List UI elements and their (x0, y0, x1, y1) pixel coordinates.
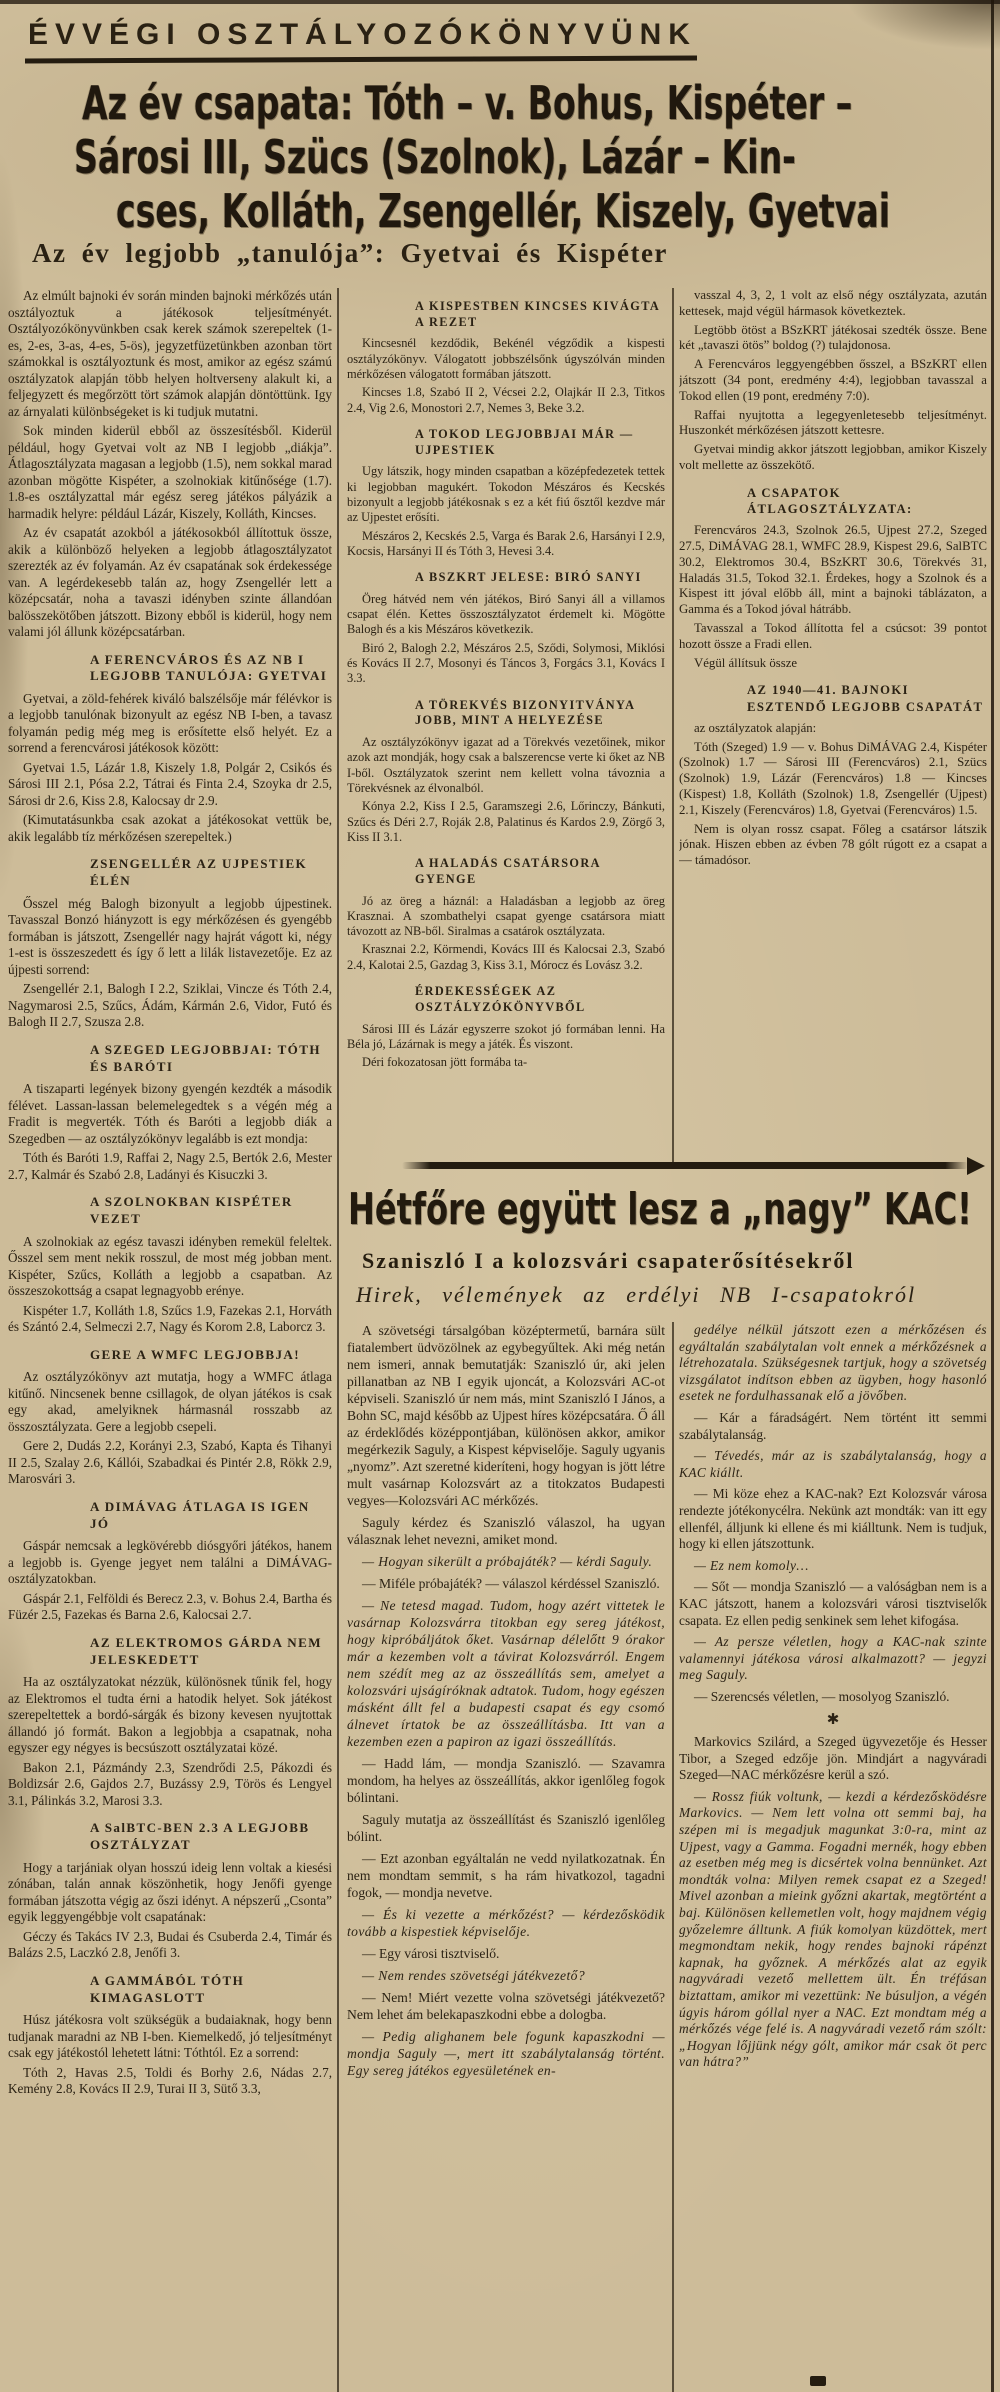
ratings-line: Gáspár 2.1, Felföldi és Berecz 2.3, v. Bohus 2.4, Bartha és Füzér 2.5, Fazekas és Barna 2.6, Kalocsai 2.7. (8, 1590, 332, 1623)
masthead-title: ÉVVÉGI OSZTÁLYOZÓKÖNYVÜNK (28, 18, 697, 51)
section-heading: A DIMÁVAG ÁTLAGA IS IGEN JÓ (90, 1498, 310, 1531)
section-heading: ZSENGELLÉR AZ UJPESTIEK ÉLÉN (90, 856, 308, 889)
ratings-line: Mészáros 2, Kecskés 2.5, Varga és Barak 2.6, Harsányi I 2.9, Kocsis, Harsányi II és Tóth 3, Hevesi 3.4. (347, 528, 665, 558)
section-heading: A SalBTC-BEN 2.3 A LEGJOBB OSZTÁLYZAT (90, 1820, 310, 1853)
section-heading: A SZOLNOKBAN KISPÉTER VEZET (90, 1194, 293, 1227)
section-heading: A TÖREKVÉS BIZONYITVÁNYA JOBB, MINT A HELYEZÉSE (415, 697, 635, 728)
paragraph: Déri fokozatosan jött formába ta- (362, 1055, 528, 1070)
section-heading: A GAMMÁBÓL TÓTH KIMAGASLOTT (90, 1972, 245, 2005)
dialogue-line: — Pedig alighanem bele fogunk kapaszkodni — mondja Saguly —, mert itt szabálytalanság történt. Egy sereg játékos egyesületének en- (347, 2029, 665, 2078)
paragraph: Sok minden kiderül ebből az összesítésből. Kiderül például, hogy Gyetvai volt az NB I legjobb „diákja”. Átlagosztályzata magasan a legjobb (1.5), nem sokkal marad azonban mögötte Kispéter, a szolnokiak kitűnősége (1.7). 1.8-es osztályzattal már egész sereg játékos pályázik a harmadik helyre: például Lázár, Kiszely, Kolláth, Kincses. (8, 423, 332, 521)
paragraph: Legtöbb ötöst a BSzKRT játékosai szedték össze. Bene két „tavaszi ötös” boldog (?) tulajdonosa. (679, 322, 987, 353)
paragraph: Tavasszal a Tokod állította fel a csúcsot: 39 pontot hozott össze a Fradi ellen. (679, 620, 987, 651)
paragraph: Nem is olyan rossz csapat. Főleg a csatársor látszik jónak. Hiszen ebben az évben 78 gólt rúgott ez a csapat a — támadósor. (679, 821, 987, 868)
paragraph: — Nem! Miért vezette volna szövetségi játékvezető? Nem lehet ám belekapaszkodni ebbe a dologba. (347, 1990, 665, 2022)
ratings-line: Tóth 2, Havas 2.5, Toldi és Borhy 2.6, Nádas 2.7, Kemény 2.8, Kovács II 2.9, Turai II 3, Sütő 3.3, (8, 2064, 332, 2097)
ratings-line: Ferencváros 24.3, Szolnok 26.5, Ujpest 27.2, Szeged 27.5, DiMÁVAG 28.1, WMFC 28.9, Kispest 29.6, SalBTC 30.2, Elektromos 30.4, BSzKRT 30.6, Törekvés 31, Haladás 31.5, Tokod 32.1. Érdekes, hogy a Szolnok és a Kispest itt jóval előbb áll, mint a bajnoki táblázaton, a Gamma és a Tokod jóval hátrább. (679, 523, 987, 617)
dialogue-line: — Ne tetesd magad. Tudom, hogy azért vittetek le vasárnap Kolozsvárra titokban egy sereg játékost, hogy kipróbáljátok őket. Vasárnap délelőtt 9 órakor már a kezemben volt a távirat Kolozsvárról. Engem nem szédít meg az az összeállítás sem, amelyet a kolozsvári ujságíróknak adtatok. Tudom, hogy egészen másként állt fel a budapesti csapat és egy csomó álnevet írtatok be az összeállításba. Itt van a kezemben ezen a papiron az igazi összeállítás. (347, 1598, 665, 1749)
paragraph: Gyetvai mindig akkor játszott legjobban, amikor Kiszely volt mellette az összekötő. (679, 442, 987, 472)
paragraph: — Mi köze ehez a KAC-nak? Ezt Kolozsvár városa rendezte jótékonycélra. Nekünk azt mondták: van itt egy ellenfél, álljunk ki ellene és mi kiálltunk. Nem is tudjuk, hogy ki ellen játszottunk. (679, 1486, 987, 1552)
masthead-underline (25, 56, 697, 64)
paragraph: — Hadd lám, — mondja Szaniszló. — Szavamra mondom, ha helyes az összeállítás, akkor igenlőleg fogok bólintani. (347, 1756, 665, 1805)
ratings-line: Tóth (Szeged) 1.9 — v. Bohus DiMÁVAG 2.4, Kispéter (Szolnok) 1.7 — Sárosi III (Ferencváros) 2.1, Szücs (Szolnok) 1.9, Lázár (Ferencváros) 1.8 — Kincses (Kispest) 1.8, Kolláth (Szolnok) 1.8, Zsengellér (Ujpest) 2.1, Kiszely (Ferencváros) 1.8, Gyetvai (Ferencváros) 1.5. (679, 739, 987, 817)
section-divider-arrow (402, 1162, 968, 1169)
paragraph: Sárosi III és Lázár egyszerre szokot jó formában lenni. Ha Béla jó, Lázárnak is megy a játék. És viszont. (347, 1021, 665, 1051)
section-heading: A CSAPATOK ÁTLAGOSZTÁLYZATA: (747, 485, 913, 516)
paragraph: Gyetvai, a zöld-fehérek kiváló balszélsője már félévkor is a legjobb tanulónak bizonyult az egész NB I-ben, a tavasz folyamán pedig még meg is erősítette első helyét. Ez a sorrend a ferencvárosi játékosok között: (8, 690, 332, 756)
paragraph: — Miféle próbajáték? — válaszol kérdéssel Szaniszló. (362, 1576, 660, 1591)
ratings-line: Tóth és Baróti 1.9, Raffai 2, Nagy 2.5, Bertók 2.6, Mester 2.7, Kalmár és Szabó 2.8, Ladányi és Kisuczki 3. (8, 1150, 332, 1182)
ratings-line: Bakon 2.1, Pázmándy 2.3, Szendrődi 2.5, Pákozdi és Boldizsár 2.6, Gajdos 2.7, Buzássy 2.9, Törös és Lengyel 3.1, Pálinkás 3.2, Marosi 3.3. (8, 1759, 332, 1808)
paragraph: Ugy látszik, hogy minden csapatban a középfedezetek tettek ki legjobban magukért. Tokodon Mészáros és Kecskés bizonyult a legjobb játékosnak s ez a két fiú ősztől kezdve már az Ujpestet erősíti. (347, 464, 665, 525)
paragraph: Gáspár nemcsak a legkövérebb diósgyőri játékos, hanem a legjobb is. Gyenge jegyet nem találni a DiMÁVAG-osztályzatokban. (8, 1538, 332, 1587)
dialogue-line: — Rossz fiúk voltunk, — kezdi a kérdezősködésre Markovics. — Nem lett volna ott semmi baj, ha szépen mi is megadjuk magunkat 3:0-ra, mint az Ujpest, vagy a Gamma. Fogadni mernék, hogy ebben az esetben még meg is dicsértek volna bennünket. Azt mondták volna: Milyen remek csapat ez a Szeged! Mivel azonban a mieink győzni akartak, megtörtént a baj. Különösen kellemetlen volt, hogy majdnem végig győzelemre álltunk. A fiúk komolyan küzdöttek, mert megmondtam nekik, hogy rendes bajnoki rápénzt kapnak, ha győznek. A mérkőzés alat az egyik nagyváradi vezető mellettem ült. Én tréfásan biztattam, amikor mi vezettünk: Ne búsuljon, a végén úgyis három góllal nyer a NAC. Ezt mondtam még a mérkőzés vége felé is. A nagyváradi vezető rám szólt: „Hogyan lőjjünk négy gólt, amikor már csak öt perc van hátra?” (679, 1788, 987, 2070)
subheadline: Az év legjobb „tanulója”: Gyetvai és Kispéter (32, 238, 668, 268)
dialogue-line: gedélye nélkül játszott ezen a mérkőzésen és egyáltalán szabálytalan volt ennek a mérkőzésnek a létrehozatala. Szükségesnek tartjuk, hogy a szövetség vizsgálatot indítson ebben az ügyben, hogy hasonló esetek ne fordulhassanak elő a jövőben. (679, 1322, 987, 1404)
paragraph: Markovics Szilárd, a Szeged ügyvezetője és Hesser Tibor, a Szeged edzője jön. Mindjárt a nagyváradi Szeged—NAC mérkőzésre kerül a szó. (679, 1734, 987, 1783)
dialogue-line: — Hogyan sikerült a próbajáték? — kérdi Saguly. (362, 1554, 653, 1569)
paragraph: Saguly kérdez és Szaniszló válaszol, ha ugyan válasznak lehet nevezni, amiket mond. (347, 1515, 665, 1547)
ratings-line: Kónya 2.2, Kiss I 2.5, Garamszegi 2.6, Lőrinczy, Bánkuti, Szűcs és Déri 2.7, Roják 2.8, Palatinus és Kardos 2.9, Zörgő 3, Kiss II 3.1. (347, 799, 665, 844)
section-heading: ÉRDEKESSÉGEK AZ OSZTÁLYZÓKÖNYVBŐL (415, 984, 586, 1014)
article1-column-2 (347, 288, 665, 1160)
ratings-line: Zsengellér 2.1, Balogh I 2.2, Sziklai, Vincze és Tóth 2.4, Nagymarosi 2.5, Szűcs, Ádám, Kármán 2.6, Vidor, Futó és Balogh II 2.7, Szusza 2.8. (8, 981, 332, 1030)
ratings-line: Kincses 1.8, Szabó II 2, Vécsei 2.2, Olajkár II 2.3, Titkos 2.4, Vig 2.6, Monostori 2.7, Nemes 3, Beke 3.2. (347, 385, 665, 415)
paragraph: — Sőt — mondja Szaniszló — a valóságban nem is a KAC játszott, hanem a kolozsvári városi tisztviselők csapata. Ez ellen pedig senkinek sem lehet kifogása. (679, 1579, 987, 1628)
section-heading: A TOKOD LEGJOBBJAI MÁR — UJPESTIEK (415, 426, 634, 457)
main-headline-line-3: cses, Kolláth, Zsengellér, Kiszely, Gyetvai (116, 184, 891, 238)
dialogue-line: — Ez nem komoly… (694, 1557, 809, 1573)
main-headline-line-2: Sárosi III, Szücs (Szolnok), Lázár – Kin- (74, 130, 796, 184)
article2-column-2 (679, 1322, 987, 2388)
dialogue-line: — Tévedés, már az is szabálytalanság, hogy a KAC kiállt. (679, 1448, 987, 1480)
paragraph: Raffai nyujtotta a legegyenletesebb teljesítményt. Huszonkét mérkőzésen játszott kettesre. (679, 407, 987, 438)
paragraph: Hogy a tarjániak olyan hosszú ideig lenn voltak a kiesési zónában, talán annak köszönhetik, hogy Jenőfi gyenge formában játszotta végig az őszi idényt. A népszerű „Csonta” egyik leggyengébbje volt csapatának: (8, 1859, 332, 1925)
paragraph: Ősszel még Balogh bizonyult a legjobb újpestinek. Tavasszal Bonzó hiányzott is egy mérkőzésen és gyengébb formában is játszott, Zsengellér nagy hajrát vágott ki, négy 1-est is összeszedett és így ő lett a lilák listavezetője. Ez az újpesti sorrend: (8, 895, 332, 977)
ratings-line: Gyetvai 1.5, Lázár 1.8, Kiszely 1.8, Polgár 2, Csikós és Sárosi III 2.1, Pósa 2.2, Tátrai és Finta 2.4, Szoyka dr 2.5, Sárosi dr 2.6, Kiss 2.8, Kalocsay dr 2.9. (8, 759, 332, 808)
dialogue-line: — Az persze véletlen, hogy a KAC-nak szinte valamennyi játékosa városi alkalmazott? — jegyzi meg Saguly. (679, 1634, 987, 1683)
article2-column-1 (347, 1322, 665, 2388)
paragraph: Az osztályzókönyv igazat ad a Törekvés vezetőinek, mikor azok azt mondják, hogy csak a balszerencse verte ki őket az NB I-ből. Osztályzatok szerint nem kellett volna távoznia a Törekvésnek az élvonalból. (347, 735, 665, 795)
section-heading: AZ ELEKTROMOS GÁRDA NEM JELESKEDETT (90, 1634, 322, 1667)
column-rule-right-bottom (672, 1322, 674, 2392)
paragraph: — Egy városi tisztviselő. (362, 1946, 500, 1961)
kac-subtitle: Szaniszló I a kolozsvári csapaterősítésekről (362, 1248, 855, 1273)
column-rule-right-top (672, 288, 674, 1162)
main-headline-line-1: Az év csapata: Tóth – v. Bohus, Kispéter – (82, 76, 853, 130)
ratings-line: Gere 2, Dudás 2.2, Korányi 2.3, Szabó, Kapta és Tihanyi II 2.5, Szalay 2.6, Kállói, Szabadkai és Pintér 2.8, Rökk 2.9, Marosvári 3. (8, 1438, 332, 1487)
section-heading: A BSZKRT JELESE: BIRÓ SANYI (415, 570, 642, 585)
paragraph: (Kimutatásunkba csak azokat a játékosokat vettük be, akik legalább tíz mérkőzésen szerepeltek.) (8, 812, 332, 844)
paragraph: Az év csapatát azokból a játékosokból állítottuk össze, akik a különböző helyeken a legjobb átlagosztályzatot szerezték az év folyamán. Az év csapatának sok érdekessége van. A legérdekesebb talán az, hogy Zsengellér lett a középcsatár, noha a tavaszi idényben szinte állandóan balösszekötőben játszott. Bizony ebből is kiderül, hogy nem valami jól állunk középcsatárban. (8, 525, 332, 639)
ratings-line: Kispéter 1.7, Kolláth 1.8, Szűcs 1.9, Fazekas 2.1, Horváth és Szántó 2.4, Selmeczi 2.7, Nagy és Korom 2.8, Laborcz 3. (8, 1302, 332, 1335)
ratings-line: Krasznai 2.2, Körmendi, Kovács III és Kalocsai 2.3, Szabó 2.4, Kalotai 2.5, Gazdag 3, Kiss 3.1, Mórocz és Lovász 3.2. (347, 942, 665, 972)
article1-column-1 (8, 288, 332, 2384)
paragraph: Végül állítsuk össze (694, 655, 798, 670)
paragraph: az osztályzatok alapján: (694, 720, 817, 735)
paragraph: — Kár a fáradságért. Nem történt itt semmi szabálytalanság. (679, 1409, 987, 1442)
paragraph: — Ezt azonban egyáltalán ne vedd nyilatkozatnak. Én nem mondtam semmit, s ha rám hivatkozol, tagadni fogok, — mondja nevetve. (347, 1851, 665, 1900)
paragraph: Jó az öreg a háznál: a Haladásban a legjobb az öreg Krasznai. A szombathelyi csapat gyenge csatársora miatt távozott az NB-ből. Siralmas a csatárok osztályzata. (347, 893, 665, 939)
section-heading: A HALADÁS CSATÁRSORA GYENGE (415, 856, 601, 886)
article1-column-3 (679, 288, 987, 1160)
page-top-edge (0, 0, 1000, 4)
paragraph: Öreg hátvéd nem vén játékos, Biró Sanyi áll a villamos csapat élén. Kettes összosztályzatot érdemelt ki. Mögötte Balogh és a kis Mészáros következik. (347, 591, 665, 637)
paragraph: — Szerencsés véletlen, — mosolyog Szaniszló. (694, 1688, 950, 1704)
paragraph: A szövetségi társalgóban középtermetű, barnára sült fiatalembert üdvözölnek az egybegyűltek. Aki még netán nem ismeri, annak bemutatják: Szaniszló úr, aki jelen pillanatban az NB I egyik ujoncát, a Kolozsvári AC-ot képviseli. Szaniszló úr nem más, mint Szaniszló I János, a Bohn SC, majd később az Ujpest híres középcsatára. Ő áll az érdeklődés középpontjában, különösen akkor, amikor megérkezik Saguly, a Kispest képviselője. Saguly ugyanis „nyomz”. Azt szeretné kideríteni, hogy hogyan is jött létre mult vasárnap Kolozsvárt az a titokzatos Budapesti vegyes—Kolozsvári AC mérkőzés. (347, 1323, 665, 1508)
separator-ornament: ✱ (826, 1712, 840, 1729)
dialogue-line: — Nem rendes szövetségi játékvezető? (362, 1968, 586, 1983)
paragraph: Húsz játékosra volt szükségük a budaiaknak, hogy benn tudjanak maradni az NB I-ben. Kiemelkedő, jó teljesítményt csak egy játékostól lehetett látni: Tóthtól. Ez a sorrend: (8, 2012, 332, 2061)
paragraph: Az osztályzókönyv azt mutatja, hogy a WMFC átlaga kitűnő. Nincsenek benne csillagok, de olyan játékos is csak egy akad, amelyiknek hármasnál rosszabb az összosztályzata. Gere a legjobb csepeli. (8, 1369, 332, 1434)
page-edge-rule (991, 0, 994, 2392)
paragraph: vasszal 4, 3, 2, 1 volt az első négy osztályzata, azután kettesek, majd végül hármasok következtek. (679, 288, 987, 318)
section-heading: GERE A WMFC LEGJOBBJA! (90, 1346, 300, 1362)
paragraph: Saguly mutatja az összeállítást és Szaniszló igenlőleg bólint. (347, 1812, 665, 1844)
kac-headline: Hétfőre együtt lesz a „nagy” KAC! (348, 1184, 972, 1235)
ratings-line: Géczy és Takács IV 2.3, Budai és Csuberda 2.4, Timár és Balázs 2.5, Laczkó 2.8, Jenőfi 3. (8, 1928, 332, 1961)
section-heading: AZ 1940—41. BAJNOKI ESZTENDŐ LEGJOBB CSAPATÁT (747, 683, 984, 714)
dialogue-line: — És ki vezette a mérkőzést? — kérdezősködik tovább a kispestiek képviselője. (347, 1907, 665, 1939)
kac-kicker: Hirek, vélemények az erdélyi NB I-csapatokról (356, 1282, 917, 1307)
paragraph: Kincsesnél kezdődik, Bekénél végződik a kispesti osztályzókönyv. Válogatott jobbszélsőnk úgyszólván minden mérkőzésen válogatott formában játszott. (347, 336, 665, 382)
paragraph: Ha az osztályzatokat nézzük, különösnek tűnik fel, hogy az Elektromos el tudta érni a hatodik helyet. Sok játékost szerepeltettek a bordó-sárgák és bizony kevesen nyujtottak állandó jó formát. Bakon a legjobbja a csapatnak, noha egyszer egy négyes is becsúszott osztályzatai közé. (8, 1674, 332, 1756)
paragraph: A Ferencváros leggyengébben ősszel, a BSzKRT ellen játszott (34 pont, eredmény 4:4), legjobban tavasszal a Tokod ellen (19 pont, eredmény 7:0). (679, 357, 987, 403)
ratings-line: Biró 2, Balogh 2.2, Mészáros 2.5, Sződi, Solymosi, Miklósi és Kovács II 2.7, Mosonyi és Táncos 3, Forgács 3.1, Kovács I 3.3. (347, 640, 665, 686)
paragraph: A tiszaparti legények bizony gyengén kezdték a második félévet. Lassan-lassan belemelegedtek s a végén még a Fradit is megverték. Tóth és Baróti a legjobb diák a Szegedben — az osztályzókönyv legalább is ezt mondja: (8, 1081, 332, 1146)
paragraph: A szolnokiak az egész tavaszi idényben remekül feleltek. Ősszel sem ment nekik rosszul, de most még jobban ment. Kispéter, Szűcs, Kolláth a legjobb a csapatban. Az összeszokottság a csapat legnagyobb erénye. (8, 1233, 332, 1299)
column-rule-left (337, 288, 339, 2392)
section-heading: A KISPESTBEN KINCSES KIVÁGTA A REZET (415, 299, 660, 329)
printers-mark (810, 2376, 826, 2386)
section-heading: A SZEGED LEGJOBBJAI: TÓTH ÉS BARÓTI (90, 1041, 321, 1074)
section-heading: A FERENCVÁROS ÉS AZ NB I LEGJOBB TANULÓJA: GYETVAI (90, 651, 328, 684)
paragraph: Az elmúlt bajnoki év során minden bajnoki mérkőzés után osztályoztuk a játékosok teljesítményét. Osztályozókönyvünkben csak kerek számok szerepeltek (1-es, 2-es, 3-as, 4-es, 5-ös), jegyzetfüzetünkben azonban tört számokkal is osztályoztunk és most, amikor az egész számú osztályzatok alapján több helyen holtverseny alakult ki, a feljegyzett és megőrzött tört számok alapján döntöttünk. Igy az árnyalati különbségeket is ki tudjuk mutatni. (8, 288, 332, 419)
